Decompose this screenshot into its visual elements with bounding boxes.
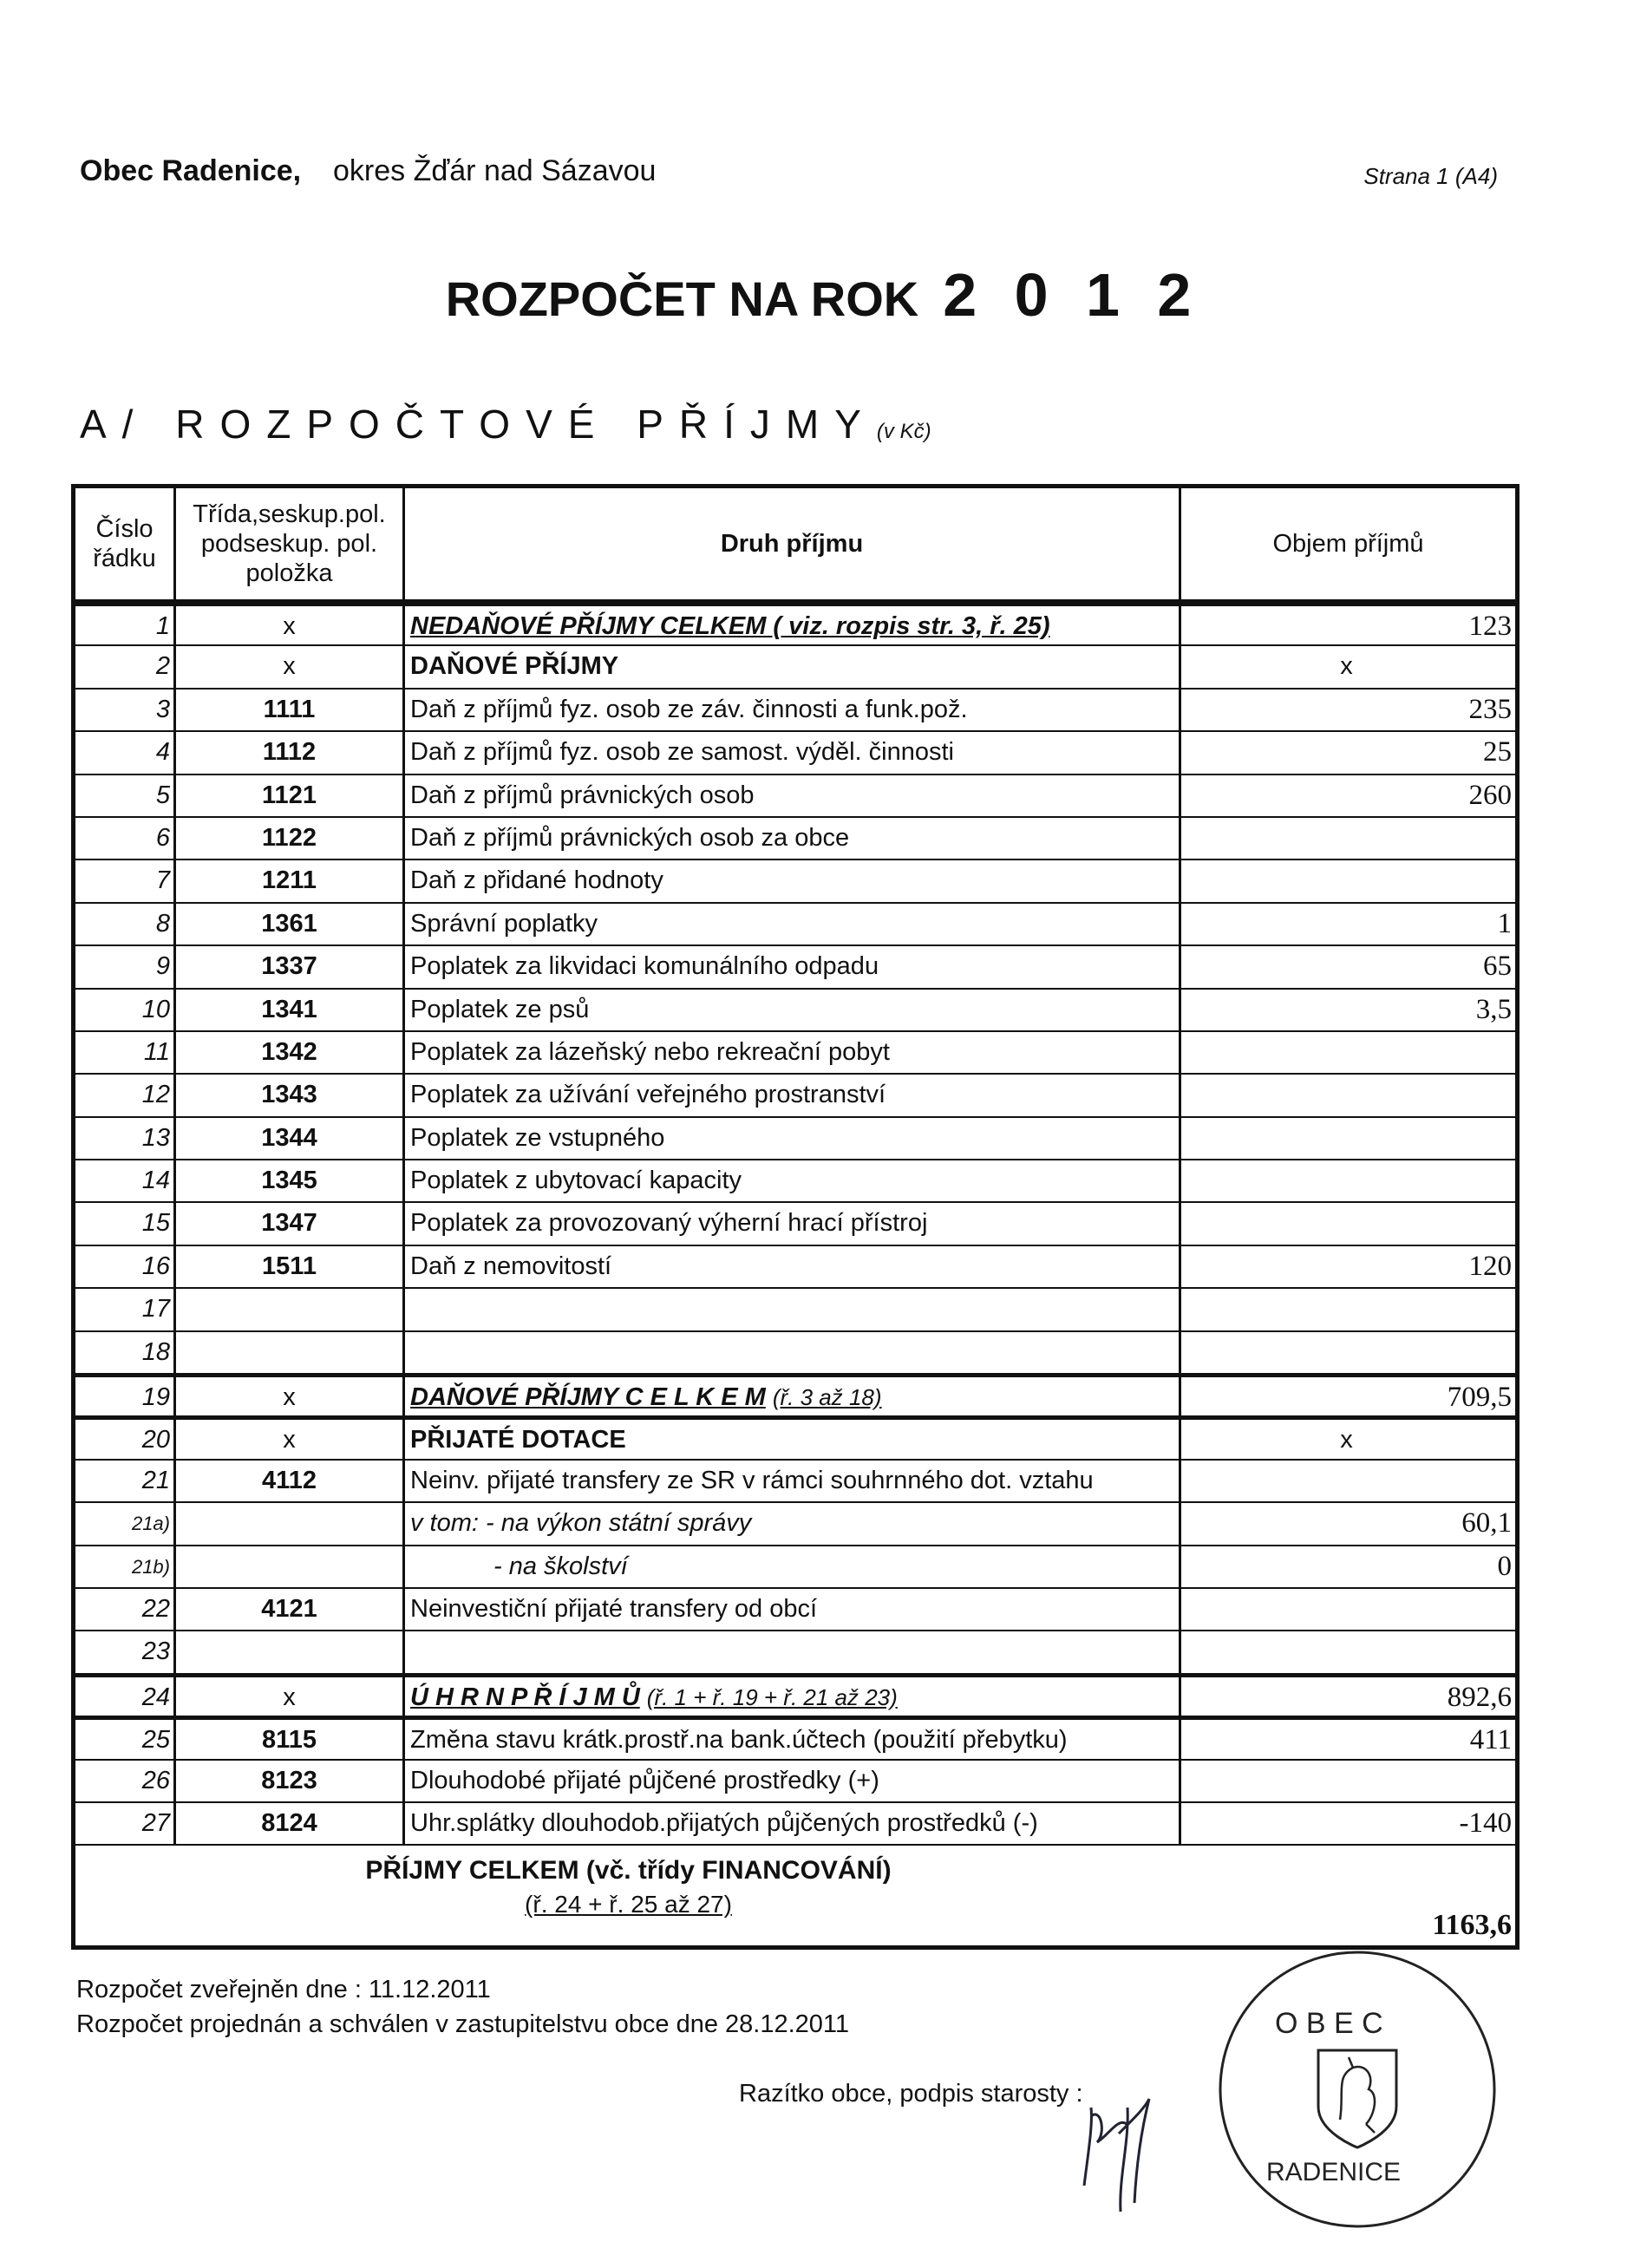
row-number: 27	[75, 1803, 176, 1844]
published-date: Rozpočet zveřejněn dne : 11.12.2011	[76, 1976, 491, 2003]
table-row	[75, 990, 1515, 1032]
row-label	[405, 904, 1181, 944]
row-label-text: Daň z příjmů fyz. osob ze záv. činnosti a funk.pož.	[410, 695, 968, 723]
row-number: 6	[75, 818, 176, 859]
table-row	[75, 1160, 1515, 1203]
row-value: 25	[1483, 736, 1512, 768]
row-code: 1111	[176, 690, 405, 730]
row-label	[405, 818, 1181, 859]
row-label-text: v tom: - na výkon státní správy	[410, 1509, 752, 1538]
budget-table	[71, 484, 1520, 1950]
table-row	[75, 1417, 1515, 1460]
row-code: x	[176, 606, 405, 644]
total-row	[75, 1846, 1515, 1945]
row-code: x	[176, 1677, 405, 1716]
total-sub: (ř. 24 + ř. 25 až 27)	[525, 1891, 732, 1918]
row-label-text: Poplatek za užívání veřejného prostranství	[410, 1081, 886, 1109]
row-label-sub: (ř. 3 až 18)	[772, 1384, 882, 1411]
row-value: 0	[1497, 1550, 1512, 1582]
row-code: x	[176, 646, 405, 687]
row-label-text: Daň z příjmů právnických osob	[410, 781, 755, 809]
table-row	[75, 1631, 1515, 1674]
row-label-text: Poplatek za lázeňský nebo rekreační pobyt	[410, 1037, 890, 1066]
table-row	[75, 604, 1515, 646]
row-value: 60,1	[1461, 1507, 1512, 1539]
table-row	[75, 1546, 1515, 1589]
approved-date: Rozpočet projednán a schválen v zastupitelstvu obce dne 28.12.2011	[76, 2010, 850, 2038]
row-number: 22	[75, 1589, 176, 1630]
row-label-text: Poplatek za likvidaci komunálního odpadu	[410, 952, 879, 981]
row-number: 26	[75, 1761, 176, 1801]
row-number: 2	[75, 646, 176, 687]
table-row	[75, 1803, 1515, 1846]
row-number: 13	[75, 1118, 176, 1159]
row-label-text: DAŇOVÉ PŘÍJMY C E L K E M	[410, 1383, 766, 1412]
row-code: 4121	[176, 1589, 405, 1630]
row-code: x	[176, 1420, 405, 1458]
row-number: 3	[75, 690, 176, 730]
row-label-text: Dlouhodobé přijaté půjčené prostředky (+)	[410, 1766, 879, 1794]
row-number: 17	[75, 1289, 176, 1330]
row-label-text: Neinvestiční přijaté transfery od obcí	[410, 1594, 818, 1623]
row-code	[176, 1289, 405, 1330]
row-number: 7	[75, 860, 176, 901]
row-value: 1	[1497, 907, 1512, 939]
row-label-text: Daň z příjmů fyz. osob ze samost. výděl. činnosti	[410, 738, 954, 767]
table-row	[75, 946, 1515, 989]
row-code: 1337	[176, 946, 405, 987]
row-code: 8124	[176, 1803, 405, 1844]
table-row	[75, 1375, 1515, 1417]
row-label	[405, 1075, 1181, 1115]
table-body	[75, 604, 1515, 1846]
row-value: x	[1340, 652, 1353, 681]
section-title: A/ ROZPOČTOVÉ PŘÍJMY	[80, 402, 877, 447]
table-row	[75, 904, 1515, 946]
row-label	[405, 1160, 1181, 1201]
table-row	[75, 1589, 1515, 1631]
table-row	[75, 1032, 1515, 1075]
row-value	[1181, 1075, 1515, 1115]
row-label-text: NEDAŇOVÉ PŘÍJMY CELKEM ( viz. rozpis str. 3, ř. 25)	[410, 612, 1050, 640]
table-row	[75, 1289, 1515, 1331]
row-label-text: Daň z nemovitostí	[410, 1252, 612, 1280]
page-title	[0, 260, 1647, 330]
row-label	[405, 775, 1181, 816]
row-label-text: Poplatek za provozovaný výherní hrací přístroj	[410, 1209, 928, 1238]
row-number: 19	[75, 1377, 176, 1415]
stamp-text-bottom: RADENICE	[1266, 2158, 1402, 2186]
row-label	[405, 606, 1181, 644]
row-label	[405, 1546, 1181, 1587]
row-label	[405, 1720, 1181, 1758]
row-code: 1342	[176, 1032, 405, 1073]
row-label-text: Daň z příjmů právnických osob za obce	[410, 823, 850, 852]
table-row	[75, 860, 1515, 903]
row-code: 1347	[176, 1203, 405, 1244]
row-code	[176, 1503, 405, 1544]
row-label-text: DAŇOVÉ PŘÍJMY	[410, 652, 619, 681]
row-number: 21b)	[75, 1546, 176, 1587]
row-value	[1181, 818, 1515, 859]
row-label	[405, 732, 1181, 773]
row-number: 16	[75, 1246, 176, 1287]
header-type: Druh příjmu	[405, 488, 1181, 599]
row-number: 5	[75, 775, 176, 816]
row-label	[405, 1203, 1181, 1244]
district-name: okres Žďár nad Sázavou	[333, 154, 657, 187]
municipal-stamp-image	[1214, 1946, 1500, 2232]
table-row	[75, 1503, 1515, 1546]
row-value: -140	[1459, 1807, 1512, 1839]
table-row	[75, 646, 1515, 689]
row-number: 23	[75, 1631, 176, 1672]
row-number: 10	[75, 990, 176, 1030]
table-row	[75, 1717, 1515, 1760]
row-label	[405, 1118, 1181, 1159]
row-code: 1511	[176, 1246, 405, 1287]
row-code: 1122	[176, 818, 405, 859]
row-label	[405, 1032, 1181, 1073]
page-number: Strana 1 (A4)	[1363, 163, 1498, 189]
table-row	[75, 1761, 1515, 1803]
table-row	[75, 1461, 1515, 1503]
row-code: 8123	[176, 1761, 405, 1801]
table-row	[75, 1203, 1515, 1245]
row-value	[1181, 1118, 1515, 1159]
row-value: 892,6	[1447, 1681, 1512, 1713]
table-row	[75, 1675, 1515, 1717]
row-value: 3,5	[1475, 993, 1512, 1025]
row-code	[176, 1546, 405, 1587]
table-row	[75, 1332, 1515, 1375]
row-number: 8	[75, 904, 176, 944]
row-label	[405, 1803, 1181, 1844]
table-row	[75, 732, 1515, 775]
row-value	[1181, 860, 1515, 901]
document-header	[80, 154, 656, 188]
row-label	[405, 1332, 1181, 1373]
row-number: 18	[75, 1332, 176, 1373]
row-code: 1344	[176, 1118, 405, 1159]
row-label	[405, 1289, 1181, 1330]
row-label	[405, 1631, 1181, 1672]
row-value: 411	[1469, 1724, 1512, 1756]
row-code: 1121	[176, 775, 405, 816]
row-number: 12	[75, 1075, 176, 1115]
row-value: 235	[1468, 693, 1512, 725]
total-value: 1163,6	[1432, 1909, 1512, 1942]
row-value	[1181, 1289, 1515, 1330]
row-label-text: Ú H R N P Ř Í J M Ů	[410, 1683, 640, 1711]
section-unit: (v Kč)	[876, 420, 931, 443]
row-label-text: Poplatek z ubytovací kapacity	[410, 1167, 742, 1195]
row-label-text: Neinv. přijaté transfery ze SR v rámci souhrnného dot. vztahu	[410, 1466, 1094, 1494]
row-label	[405, 860, 1181, 901]
row-value	[1181, 1032, 1515, 1073]
row-code	[176, 1332, 405, 1373]
row-code: 4112	[176, 1461, 405, 1501]
row-value: 120	[1468, 1250, 1512, 1282]
table-row	[75, 1246, 1515, 1289]
row-code: 1341	[176, 990, 405, 1030]
row-label-text: Uhr.splátky dlouhodob.přijatých půjčených prostředků (-)	[410, 1808, 1038, 1837]
municipality-name: Obec Radenice,	[80, 154, 302, 187]
row-label	[405, 990, 1181, 1030]
row-number: 21a)	[75, 1503, 176, 1544]
row-value	[1181, 1761, 1515, 1801]
row-code: x	[176, 1377, 405, 1415]
row-number: 24	[75, 1677, 176, 1716]
row-label-text: Správní poplatky	[410, 909, 598, 938]
row-value: 260	[1468, 779, 1512, 811]
row-code: 1343	[176, 1075, 405, 1115]
row-label	[405, 1461, 1181, 1501]
row-value: 709,5	[1447, 1382, 1512, 1414]
total-label: PŘÍJMY CELKEM (vč. třídy FINANCOVÁNÍ)	[365, 1856, 892, 1886]
header-class: Třída,seskup.pol. podseskup. pol. položka	[176, 488, 405, 599]
row-number: 11	[75, 1032, 176, 1073]
row-label-text: Poplatek ze vstupného	[410, 1123, 665, 1152]
row-code	[176, 1631, 405, 1672]
row-value	[1181, 1631, 1515, 1672]
table-row	[75, 1118, 1515, 1160]
row-value: x	[1340, 1426, 1353, 1454]
row-value	[1181, 1332, 1515, 1373]
header-amount: Objem příjmů	[1272, 530, 1424, 558]
table-row	[75, 818, 1515, 860]
row-label-text: Daň z přidané hodnoty	[410, 866, 663, 895]
row-label	[405, 690, 1181, 730]
row-label-text: - na školství	[493, 1552, 628, 1580]
row-value	[1181, 1589, 1515, 1630]
header-row-no: Číslo řádku	[75, 488, 176, 599]
row-value: 65	[1483, 951, 1512, 983]
stamp-text-top: O B E C	[1275, 2007, 1383, 2040]
title-text: ROZPOČET NA ROK	[445, 271, 919, 326]
row-label-sub: (ř. 1 + ř. 19 + ř. 21 až 23)	[646, 1683, 898, 1710]
row-number: 4	[75, 732, 176, 773]
row-value	[1181, 1461, 1515, 1501]
row-value	[1181, 1203, 1515, 1244]
row-number: 9	[75, 946, 176, 987]
row-number: 15	[75, 1203, 176, 1244]
row-label	[405, 1589, 1181, 1630]
row-code: 8115	[176, 1720, 405, 1758]
row-label	[405, 1246, 1181, 1287]
row-value	[1181, 1160, 1515, 1201]
row-label	[405, 1677, 1181, 1716]
row-code: 1211	[176, 860, 405, 901]
table-row	[75, 775, 1515, 818]
row-number: 25	[75, 1720, 176, 1758]
table-row	[75, 690, 1515, 732]
row-value: 123	[1468, 611, 1512, 642]
table-header	[75, 488, 1515, 604]
row-label	[405, 646, 1181, 687]
row-code: 1345	[176, 1160, 405, 1201]
row-label-text: Změna stavu krátk.prostř.na bank.účtech (použití přebytku)	[410, 1726, 1068, 1755]
row-label	[405, 1420, 1181, 1458]
row-number: 14	[75, 1160, 176, 1201]
section-heading	[80, 401, 931, 448]
row-code: 1112	[176, 732, 405, 773]
row-label-text: Poplatek ze psů	[410, 995, 590, 1023]
row-label-text: PŘIJATÉ DOTACE	[410, 1426, 626, 1454]
table-row	[75, 1075, 1515, 1117]
title-year: 2 0 1 2	[943, 261, 1202, 329]
row-label	[405, 1761, 1181, 1801]
row-label	[405, 1377, 1181, 1415]
row-label	[405, 1503, 1181, 1544]
signature-image	[1067, 2082, 1206, 2220]
row-number: 21	[75, 1461, 176, 1501]
row-number: 1	[75, 606, 176, 644]
stamp-label: Razítko obce, podpis starosty :	[739, 2080, 1083, 2108]
row-label	[405, 946, 1181, 987]
row-number: 20	[75, 1420, 176, 1458]
row-code: 1361	[176, 904, 405, 944]
